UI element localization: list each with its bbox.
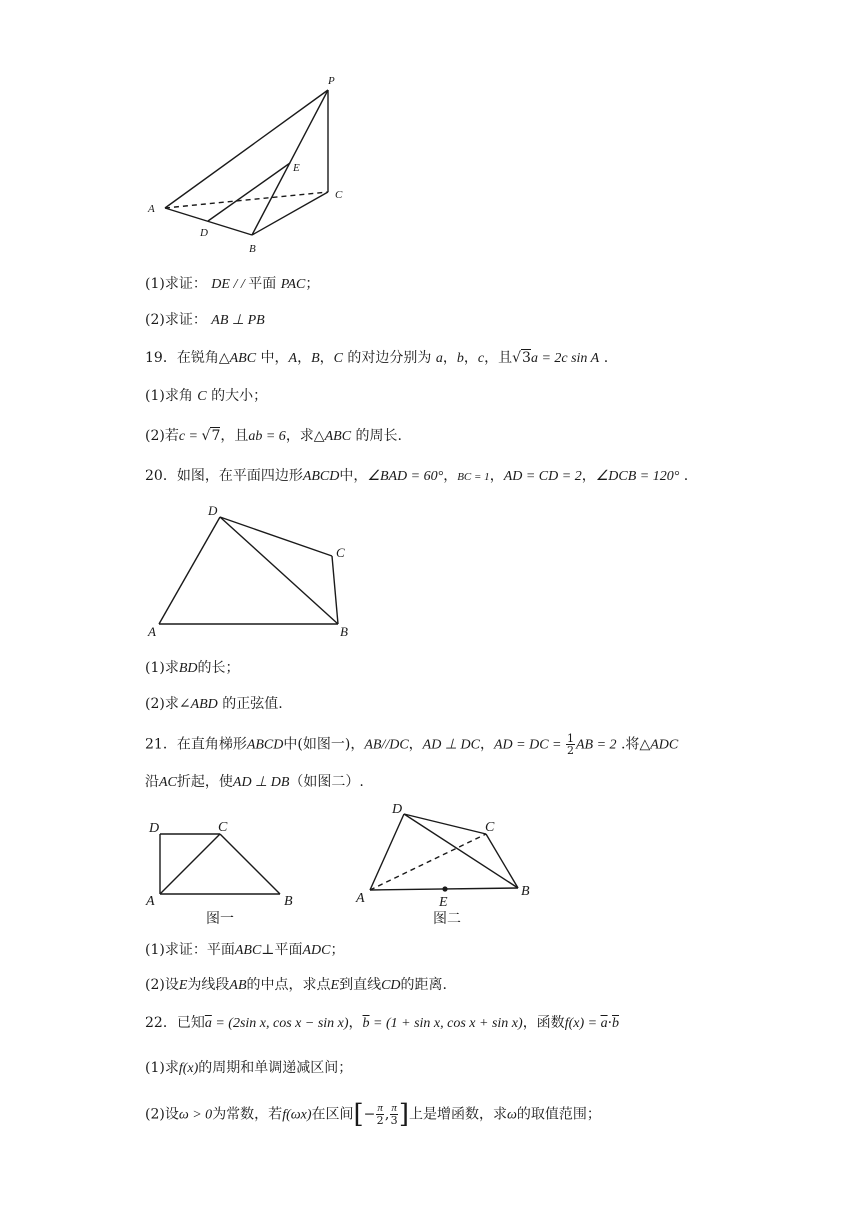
edge-DC bbox=[220, 517, 332, 556]
text: ； bbox=[305, 276, 320, 292]
math-expr: AB ⊥ PB bbox=[211, 313, 265, 328]
text: ， bbox=[408, 736, 423, 753]
part-label: (2)若 bbox=[145, 428, 179, 444]
math-expr: AB bbox=[229, 978, 247, 993]
figure-two bbox=[350, 798, 540, 930]
text: ， bbox=[489, 468, 504, 484]
math-expr: a = 2c sin A bbox=[530, 351, 600, 366]
math-expr: ADC bbox=[302, 943, 331, 958]
fraction-denominator: 2 bbox=[567, 744, 574, 757]
math-expr: f(x) bbox=[178, 1061, 199, 1076]
comma: , bbox=[384, 1106, 390, 1123]
part-label: (2)求∠ bbox=[145, 696, 191, 712]
math-expr: E bbox=[330, 978, 340, 993]
math-expr: AD = CD = 2 bbox=[503, 469, 582, 484]
math-expr: A bbox=[288, 351, 298, 366]
text: ，函数 bbox=[522, 1015, 565, 1031]
edge-DC bbox=[404, 814, 486, 834]
text: ，且 bbox=[220, 428, 249, 444]
math-expr: PAC bbox=[280, 277, 306, 292]
q21-stem-line1 bbox=[145, 733, 678, 756]
vector-b: $\overline{b}$ bbox=[362, 1016, 370, 1031]
text: 为线段 bbox=[187, 977, 230, 993]
label-A: A bbox=[356, 891, 365, 906]
label-A: A bbox=[148, 203, 155, 215]
vector-a: $\overline{a}$ bbox=[204, 1016, 212, 1031]
q19-part1 bbox=[145, 386, 267, 407]
q18-part1 bbox=[145, 274, 319, 295]
text: 22．已知 bbox=[145, 1015, 205, 1031]
text: 21．在直角梯形 bbox=[145, 736, 247, 753]
q22-part1 bbox=[145, 1058, 352, 1079]
text: 的周期和单调递减区间； bbox=[198, 1060, 353, 1076]
text: .将△ bbox=[616, 736, 651, 753]
label-D: D bbox=[392, 802, 403, 817]
fraction-numerator: π bbox=[391, 1102, 397, 1114]
text: . bbox=[599, 350, 609, 366]
fraction bbox=[390, 1103, 398, 1126]
text: 的对边分别为 bbox=[342, 350, 436, 366]
edge-AC-hidden bbox=[370, 834, 486, 890]
math-expr: f(x) = bbox=[564, 1016, 601, 1031]
q18-part2 bbox=[145, 310, 265, 331]
math-expr: DE / / bbox=[211, 277, 249, 292]
text: 的长； bbox=[197, 660, 240, 676]
math-expr: AB = 2 bbox=[576, 737, 617, 753]
text: 在区间 bbox=[311, 1106, 354, 1123]
label-D: D bbox=[208, 503, 218, 518]
q20-part1 bbox=[145, 658, 240, 679]
text: ， bbox=[479, 736, 494, 753]
minus-sign: − bbox=[363, 1106, 376, 1123]
math-expr: ABCD bbox=[246, 737, 284, 753]
edge-AD bbox=[159, 517, 220, 624]
math-expr: ADC bbox=[650, 737, 679, 753]
text: ，且 bbox=[484, 350, 513, 366]
math-expr: ∠DCB = 120° bbox=[595, 469, 680, 484]
text: 的取值范围； bbox=[516, 1106, 601, 1123]
text: ， bbox=[442, 350, 457, 366]
label-B: B bbox=[521, 884, 530, 899]
label-A: A bbox=[146, 894, 155, 909]
math-expr: = (2sin x, cos x − sin x) bbox=[211, 1016, 349, 1031]
text: 的周长. bbox=[351, 428, 402, 444]
math-expr: ABC bbox=[324, 429, 352, 444]
vector-b: $\overline{b}$ bbox=[612, 1016, 620, 1031]
math-expr: ω > 0 bbox=[178, 1107, 213, 1123]
text: 19．在锐角△ bbox=[145, 350, 230, 366]
q21-part2 bbox=[145, 975, 447, 996]
figure-caption: 图一 bbox=[206, 911, 234, 927]
figure-one bbox=[140, 812, 310, 930]
point-E bbox=[442, 886, 447, 891]
math-expr: c bbox=[477, 351, 485, 366]
fraction-numerator: 1 bbox=[567, 732, 574, 745]
math-expr: AB//DC bbox=[364, 737, 409, 753]
text: 中(如图一)， bbox=[283, 736, 365, 753]
edge-AD bbox=[370, 814, 404, 890]
math-expr: AC bbox=[159, 775, 177, 790]
text: ， bbox=[297, 350, 312, 366]
q20-part2 bbox=[145, 694, 283, 715]
part-label: (1)求证： bbox=[145, 276, 207, 292]
fraction-numerator: π bbox=[377, 1102, 383, 1114]
text: 的正弦值. bbox=[217, 696, 283, 712]
math-expr: ABD bbox=[190, 697, 218, 712]
text: ⊥平面 bbox=[261, 942, 303, 958]
part-label: (2)设 bbox=[145, 1106, 179, 1123]
edge-PA bbox=[165, 90, 328, 208]
q19-part2 bbox=[145, 426, 402, 447]
figure-caption: 图二 bbox=[433, 911, 461, 927]
part-label: (1)求角 bbox=[145, 388, 198, 404]
part-label: (2)设 bbox=[145, 977, 179, 993]
label-P: P bbox=[328, 75, 335, 87]
text: 平面 bbox=[248, 276, 281, 292]
edge-CB bbox=[486, 834, 518, 888]
text: 中， bbox=[256, 350, 289, 366]
edge-CB bbox=[332, 556, 338, 624]
right-bracket: ] bbox=[398, 1099, 410, 1130]
segment-DE bbox=[208, 163, 290, 221]
math-expr: a bbox=[435, 351, 443, 366]
part-label: (1)求 bbox=[145, 1060, 179, 1076]
math-expr: BD bbox=[178, 661, 198, 676]
text: 为常数，若 bbox=[212, 1106, 283, 1123]
text: （如图二）. bbox=[289, 774, 364, 790]
label-E: E bbox=[439, 895, 448, 910]
left-bracket: [ bbox=[353, 1099, 364, 1130]
fraction bbox=[566, 733, 575, 756]
pyramid-figure bbox=[140, 70, 360, 260]
edge-DB bbox=[404, 814, 518, 888]
fraction bbox=[376, 1103, 384, 1126]
text: ； bbox=[330, 942, 345, 958]
sqrt-symbol: √ bbox=[512, 350, 522, 366]
math-expr: B bbox=[311, 351, 320, 366]
math-expr: CD bbox=[381, 978, 401, 993]
sqrt-symbol: √ bbox=[201, 428, 211, 444]
math-expr: AD = DC = bbox=[493, 737, 565, 753]
part-label: (2)求证： bbox=[145, 312, 207, 328]
math-expr: ω bbox=[507, 1107, 517, 1123]
fraction-denominator: 3 bbox=[390, 1114, 398, 1127]
label-E: E bbox=[293, 162, 300, 174]
text: ， bbox=[443, 468, 458, 484]
math-expr: BC = 1 bbox=[457, 471, 490, 483]
quadrilateral-figure bbox=[140, 500, 370, 645]
math-expr: c = bbox=[178, 429, 202, 444]
q19-stem bbox=[145, 348, 608, 369]
q20-stem bbox=[145, 466, 688, 487]
text: 的距离. bbox=[400, 977, 447, 993]
text: 的中点，求点 bbox=[246, 977, 331, 993]
fraction-denominator: 2 bbox=[376, 1114, 384, 1127]
part-label: (1)求证：平面 bbox=[145, 942, 235, 958]
label-C: C bbox=[485, 820, 495, 835]
text: ，求△ bbox=[285, 428, 325, 444]
label-B: B bbox=[340, 624, 348, 639]
math-expr: ab = 6 bbox=[248, 429, 286, 444]
math-expr: ABCD bbox=[302, 469, 340, 484]
math-expr: AD ⊥ DB bbox=[232, 775, 290, 790]
q21-stem-line2 bbox=[145, 772, 364, 793]
label-B: B bbox=[249, 243, 256, 255]
label-C: C bbox=[335, 189, 343, 201]
label-C: C bbox=[336, 545, 345, 560]
q22-part2 bbox=[145, 1099, 601, 1130]
text: . bbox=[679, 468, 689, 484]
label-A: A bbox=[148, 624, 156, 639]
sqrt-radicand: 7 bbox=[211, 428, 221, 444]
math-expr: ABC bbox=[229, 351, 257, 366]
text: ， bbox=[348, 1015, 363, 1031]
q22-stem bbox=[145, 1013, 619, 1034]
label-C: C bbox=[218, 820, 228, 835]
math-expr: b bbox=[456, 351, 464, 366]
math-expr: C bbox=[197, 389, 207, 404]
vector-a: $\overline{a}$ bbox=[600, 1016, 608, 1031]
text: 中， bbox=[339, 468, 368, 484]
math-expr: ABC bbox=[234, 943, 262, 958]
sqrt-radicand: 3 bbox=[522, 350, 531, 366]
diagonal-AC bbox=[160, 834, 220, 894]
dot-operator: · bbox=[607, 1015, 613, 1031]
text: ， bbox=[581, 468, 596, 484]
text: ， bbox=[319, 350, 334, 366]
label-D: D bbox=[200, 227, 208, 239]
text: 折起，使 bbox=[176, 774, 233, 790]
text: ， bbox=[463, 350, 478, 366]
part-label: (1)求 bbox=[145, 660, 179, 676]
diagonal-DB bbox=[220, 517, 338, 624]
text: 上是增函数，求 bbox=[409, 1106, 508, 1123]
math-expr: E bbox=[178, 978, 188, 993]
text: 20．如图，在平面四边形 bbox=[145, 468, 303, 484]
text: 沿 bbox=[145, 774, 159, 790]
text: 到直线 bbox=[339, 977, 382, 993]
math-expr: = (1 + sin x, cos x + sin x) bbox=[369, 1016, 523, 1031]
label-B: B bbox=[284, 894, 293, 909]
math-expr: f(ωx) bbox=[282, 1107, 312, 1123]
edge-CB bbox=[220, 834, 280, 894]
text: 的大小； bbox=[206, 388, 268, 404]
math-expr: ∠BAD = 60° bbox=[367, 469, 444, 484]
math-expr: AD ⊥ DC bbox=[422, 737, 480, 753]
q21-part1 bbox=[145, 940, 344, 961]
label-D: D bbox=[149, 821, 160, 836]
math-expr: C bbox=[333, 351, 343, 366]
